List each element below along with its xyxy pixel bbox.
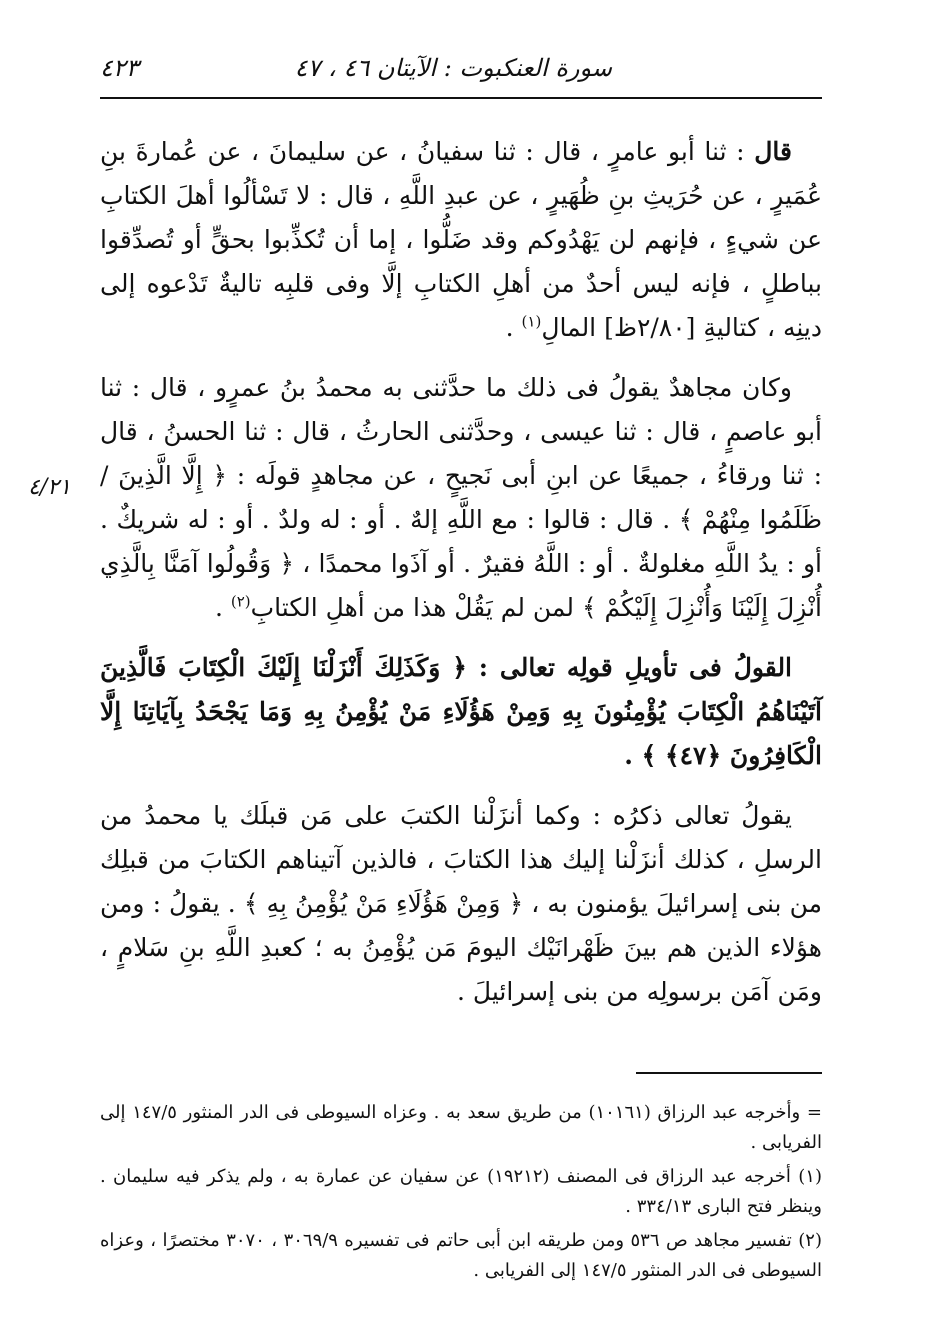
footnote: = وأخرجه عبد الرزاق (١٠١٦١) من طريق سعد به . وعزاه السيوطى فى الدر المنثور ١٤٧/٥ إلى الفريابى . xyxy=(100,1102,823,1153)
paragraph-lead: قال xyxy=(754,137,792,166)
section-heading: القولُ فى تأويلِ قولِه تعالى : xyxy=(478,653,793,682)
paragraph xyxy=(100,794,822,1014)
footnote: (١) أخرجه عبد الرزاق فى المصنف (١٩٢١٢) عن سفيان عن عمارة به ، ولم يذكر فيه سليمان . وينظر فتح البارى ٣٣٤/١٣ . xyxy=(100,1166,822,1217)
footnote: (٢) تفسير مجاهد ص ٥٣٦ ومن طريقه ابن أبى حاتم فى تفسيره ٣٠٦٩/٩ ، ٣٠٧٠ مختصرًا ، وعزاه السيوطى فى الدر المنثور ١٤٧/٥ إلى الفريابى . xyxy=(100,1230,822,1281)
running-title: سورة العنكبوت : الآيتان ٤٦ ، ٤٧ xyxy=(294,54,612,82)
footnote-ref: (٢) xyxy=(230,592,251,611)
footnote-rule xyxy=(636,1072,822,1074)
margin-reference: ٤/٢١ xyxy=(28,475,71,500)
footnotes xyxy=(100,1098,822,1290)
header-rule xyxy=(100,97,822,99)
footnote-ref: (١) xyxy=(521,312,542,331)
page-number: ٤٢٣ xyxy=(100,54,139,82)
paragraph-end: . xyxy=(505,313,522,342)
paragraph xyxy=(100,130,822,350)
paragraph xyxy=(100,366,822,630)
paragraph-text: يقولُ تعالى ذكرُه : وكما أنزَلْنا الكتبَ على مَن قبلَك يا محمدُ من الرسلِ ، كذلك أنزَلْنا إليك هذا الكتابَ ، فالذين آتيناهم الكتابَ من قبلِك من بنى إسرائيلَ يؤمنون به ، ﴿ وَمِنْ هَؤُلَاءِ مَنْ يُؤْمِنُ بِهِ ﴾ . يقولُ : ومن هؤلاء الذين هم بينَ ظَهْرانَيْك اليومَ مَن يُؤْمِنُ به ؛ كعبدِ اللَّهِ بنِ سَلامٍ ، ومَن آمَن برسولِه من بنى إسرائيلَ . xyxy=(100,801,822,1006)
page-header xyxy=(100,50,822,90)
paragraph-text: وكان مجاهدٌ يقولُ فى ذلك ما حدَّثنى به محمدُ بنُ عمرٍو ، قال : ثنا أبو عاصمٍ ، قال : ثنا عيسى ، وحدَّثنى الحارثُ ، قال : ثنا الحسنُ ، قال : ثنا ورقاءُ ، جميعًا عن ابنِ أبى نَجيحٍ ، عن مجاهدٍ قولَه : ﴿ إِلَّا الَّذِينَ / ظَلَمُوا مِنْهُمْ ﴾ . قال : قالوا : مع اللَّهِ إلهٌ . أو : له ولدٌ . أو : له شريكٌ . أو : يدُ اللَّهِ مغلولةٌ . أو : اللَّهُ فقيرٌ . أو آذَوا محمدًا ، ﴿ وَقُولُوا آمَنَّا بِالَّذِي أُنْزِلَ إِلَيْنَا وَأُنْزِلَ إِلَيْكُمْ ﴾ لمن لم يَقُلْ هذا من أهلِ الكتابِ xyxy=(100,373,822,622)
main-text xyxy=(100,130,822,1030)
paragraph-end: . xyxy=(214,593,231,622)
paragraph-text: : ثنا أبو عامرٍ ، قال : ثنا سفيانُ ، عن سليمانَ ، عن عُمارةَ بنِ عُمَيرٍ ، عن حُرَيثِ بنِ ظُهَيرٍ ، عن عبدِ اللَّهِ ، قال : لا تَسْألُوا أهلَ الكتابِ عن شيءٍ ، فإنهم لن يَهْدُوكم وقد ضَلُّوا ، إما أن تُكذِّبوا بحقٍّ أو تُصدِّقوا بباطلٍ ، فإنه ليس أحدٌ من أهلِ الكتابِ إلَّا وفى قلبِه تاليةٌ تَدْعوه إلى دينِه ، كتاليةِ [٢/٨٠ظ] المالِ xyxy=(100,137,822,342)
quran-verse: ﴿ وَكَذَلِكَ أَنْزَلْنَا إِلَيْكَ الْكِتَابَ فَالَّذِينَ آتَيْنَاهُمُ الْكِتَابَ يُؤْمِنُونَ بِهِ وَمِنْ هَؤُلَاءِ مَنْ يُؤْمِنُ بِهِ وَمَا يَجْحَدُ بِآيَاتِنَا إِلَّا الْكَافِرُونَ ﴿٤٧﴾ ﴾ . xyxy=(100,653,822,770)
paragraph xyxy=(100,646,822,778)
